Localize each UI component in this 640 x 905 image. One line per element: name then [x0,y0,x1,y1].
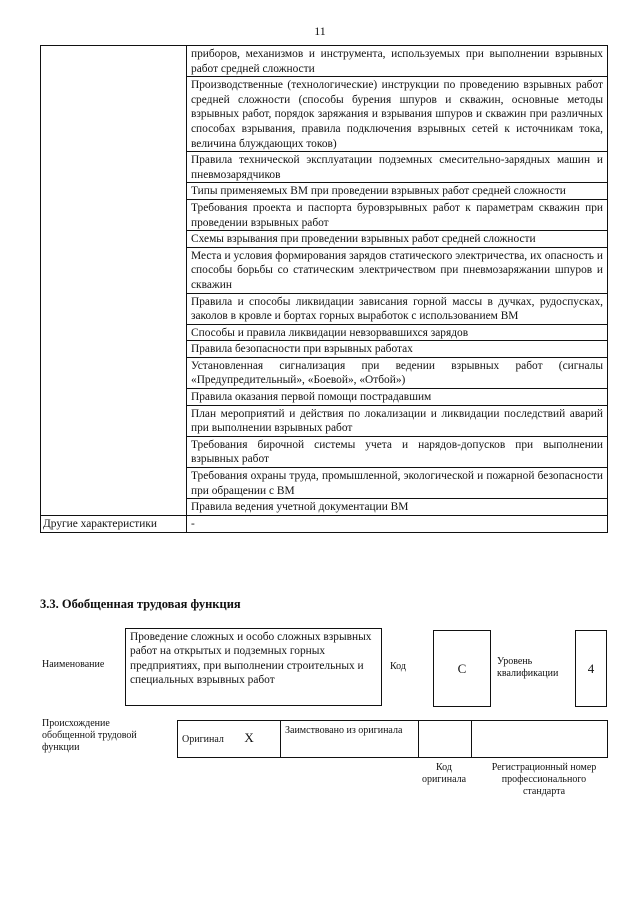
knowledge-item: Правила ведения учетной документации ВМ [187,499,608,516]
code-original-caption: Код оригинала [421,762,467,785]
table-row-other [41,515,608,533]
name-label: Наименование [42,659,105,670]
reg-number-cell [472,721,608,758]
borrowed-label: Заимствовано из оригинала [285,725,403,736]
knowledge-table [40,45,608,533]
function-name-field: Проведение сложных и особо сложных взрывных работ на открытых и подземных горных предприятиях, при выполнении строительных и специальных взрывных работ [125,628,382,706]
knowledge-item: Схемы взрывания при проведении взрывных работ средней сложности [187,231,608,248]
row-header-cell [41,46,187,516]
knowledge-item: Требования проекта и паспорта буровзрывных работ к параметрам скважин при проведении взрывных работ [187,199,608,230]
code-original-cell [419,721,472,758]
code-label: Код [390,661,406,672]
origin-table [177,720,608,758]
knowledge-item: Правила и способы ликвидации зависания горной массы в дучках, рудоспусках, заколов в кровле и бортах горных выработок с использованием ВМ [187,293,608,324]
reg-number-caption: Регистрационный номер профессионального стандарта [491,762,597,797]
knowledge-item: приборов, механизмов и инструмента, используемых при выполнении взрывных работ средней сложности [187,46,608,77]
knowledge-item: Правила технической эксплуатации подземных смесительно-зарядных машин и пневмозарядчиков [187,152,608,183]
knowledge-item: Типы применяемых ВМ при проведении взрывных работ средней сложности [187,183,608,200]
section-title: 3.3. Обобщенная трудовая функция [40,597,241,611]
knowledge-item: Правила оказания первой помощи пострадавшим [187,389,608,406]
knowledge-item: Требования бирочной системы учета и нарядов-допусков при выполнении взрывных работ [187,436,608,467]
page-number: 11 [314,24,326,38]
table-row [41,46,608,77]
knowledge-item: Требования охраны труда, промышленной, экологической и пожарной безопасности при обращении с ВМ [187,468,608,499]
knowledge-item: Правила безопасности при взрывных работах [187,341,608,358]
original-mark: X [244,730,254,745]
knowledge-item: Места и условия формирования зарядов статического электричества, их опасность и способы борьбы со статическим электричеством при пневмозаряжании шпуров и скважин [187,247,608,293]
knowledge-item: Установленная сигнализация при ведении взрывных работ (сигналы «Предупредительный», «Боевой», «Отбой») [187,357,608,388]
knowledge-item: Производственные (технологические) инструкции по проведению взрывных работ средней сложности (способы бурения шпуров и скважин, основные методы взрывных работ, порядок заряжания и взрывания шпуров и скважин при различных способах взрывания, правила подключения взрывных сетей к источникам тока, величина блуждающих токов) [187,77,608,152]
code-field: C [433,630,491,707]
original-cell [178,721,281,758]
knowledge-item: План мероприятий и действия по локализации и ликвидации последствий аварий при выполнении взрывных работ [187,405,608,436]
level-label: Уровень квалификации [497,656,559,679]
other-characteristics-value: - [187,515,608,533]
original-label: Оригинал [182,734,224,745]
level-field: 4 [575,630,607,707]
origin-label: Происхождение обобщенной трудовой функции [42,718,137,753]
other-characteristics-label: Другие характеристики [41,515,187,533]
knowledge-item: Способы и правила ликвидации невзорвавшихся зарядов [187,324,608,341]
borrowed-cell [281,721,419,758]
